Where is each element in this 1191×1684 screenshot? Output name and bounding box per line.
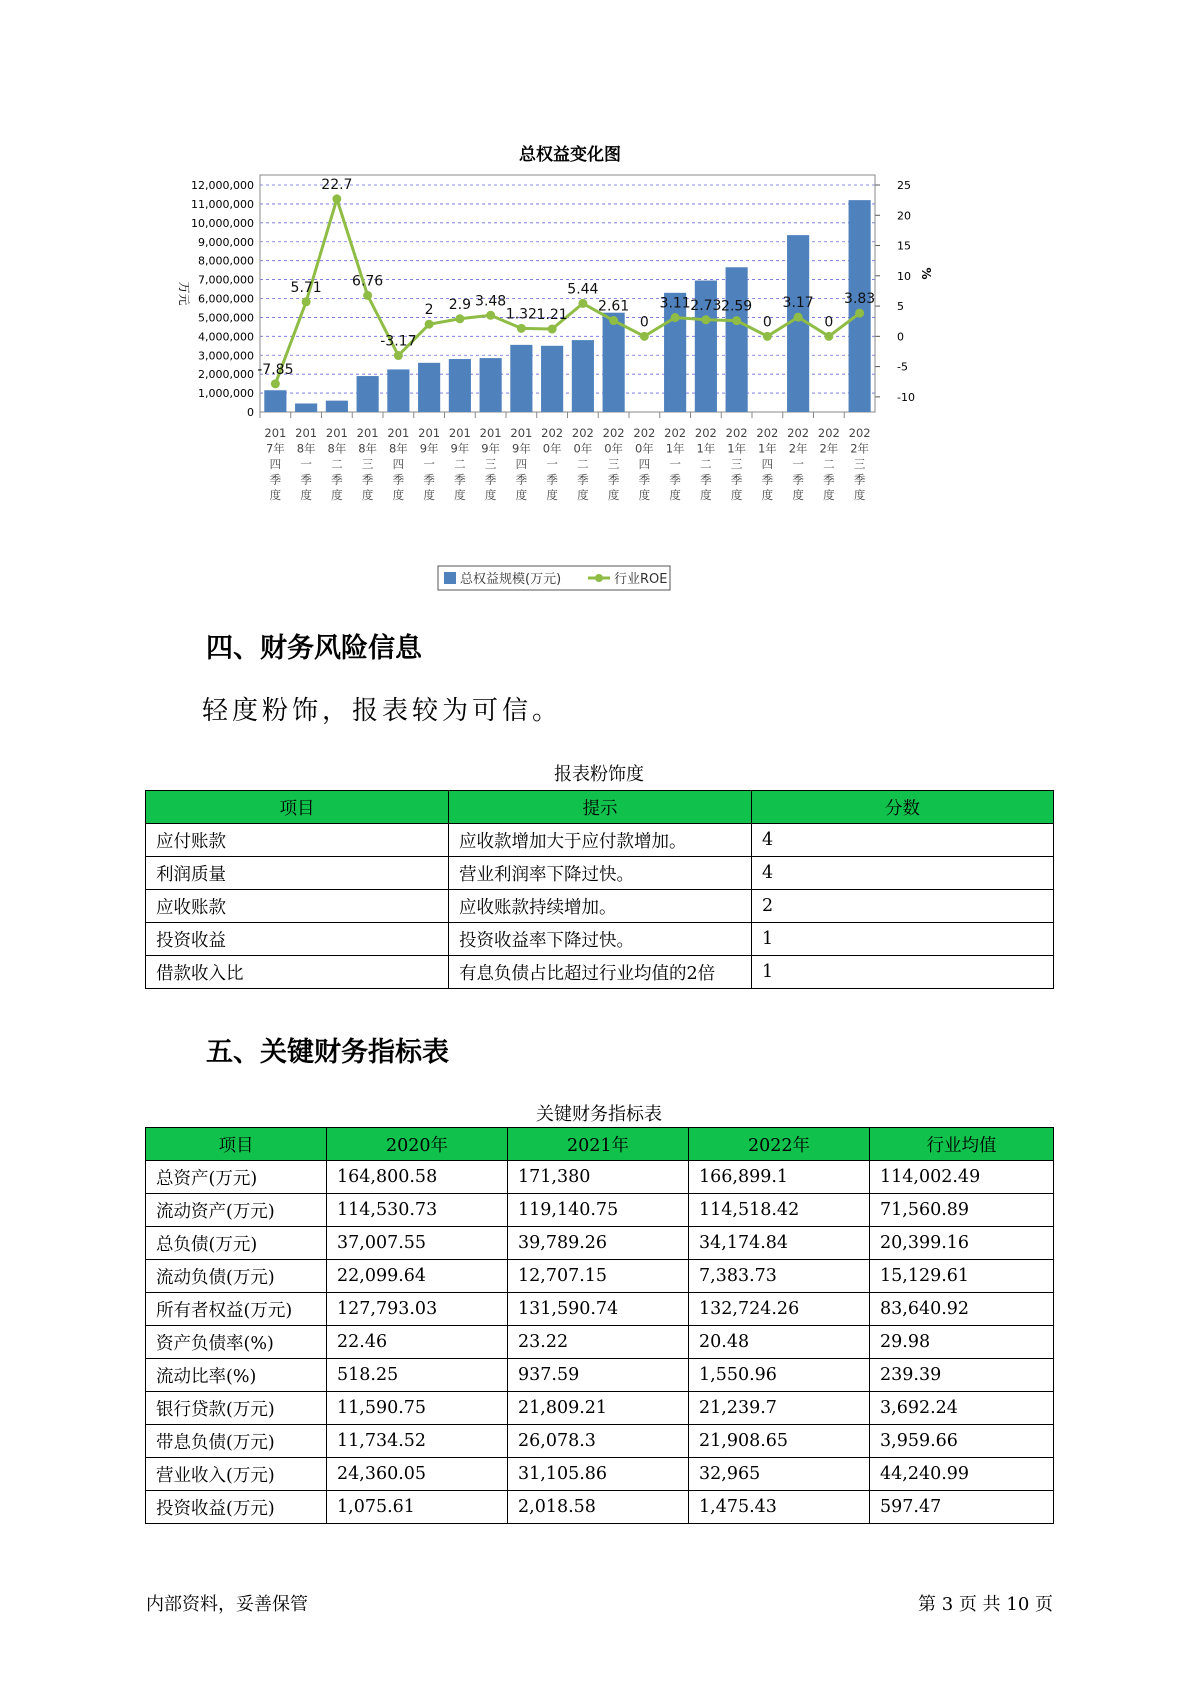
risk-table-cell: 4	[752, 824, 1054, 857]
x-tick-label: 201	[387, 426, 410, 440]
indicator-table-row	[146, 1194, 1054, 1227]
chart-canvas	[170, 170, 970, 610]
indicator-table-cell: 流动资产(万元)	[146, 1194, 327, 1227]
roe-point	[701, 315, 710, 324]
y-right-tick-label: 5	[897, 300, 904, 314]
risk-table-header-cell: 提示	[449, 791, 752, 824]
x-tick-label: 三	[361, 457, 374, 471]
x-tick-label: 季	[269, 472, 282, 487]
indicator-table-cell: 流动比率(%)	[146, 1359, 327, 1392]
indicator-table-cell: 总负债(万元)	[146, 1227, 327, 1260]
indicator-table-cell: 所有者权益(万元)	[146, 1293, 327, 1326]
x-tick-label: 9年	[450, 441, 470, 456]
roe-point	[486, 311, 495, 320]
indicator-table-cell: 31,105.86	[508, 1458, 689, 1491]
x-tick-label: 季	[607, 472, 620, 487]
x-tick-label: 201	[295, 426, 318, 440]
risk-table	[145, 790, 1054, 989]
x-tick-label: 度	[300, 488, 312, 502]
indicator-table-cell: 34,174.84	[689, 1227, 870, 1260]
y-right-tick-label: 15	[897, 239, 911, 253]
indicator-table-header-cell: 2020年	[327, 1128, 508, 1161]
indicator-table-cell: 164,800.58	[327, 1161, 508, 1194]
indicator-table-cell: 32,965	[689, 1458, 870, 1491]
roe-point	[394, 351, 403, 360]
risk-table-cell: 投资收益率下降过快。	[449, 923, 752, 956]
x-tick-label: 季	[484, 472, 497, 487]
indicator-table-cell: 2,018.58	[508, 1491, 689, 1524]
x-tick-label: 二	[577, 457, 589, 471]
roe-data-label: 3.83	[844, 291, 876, 308]
x-tick-label: 四	[392, 457, 405, 471]
y-left-tick-label: 1,000,000	[198, 387, 254, 401]
indicator-table-cell: 营业收入(万元)	[146, 1458, 327, 1491]
x-tick-label: 201	[510, 426, 533, 440]
risk-summary: 轻度粉饰，报表较为可信。	[202, 696, 563, 726]
risk-table-cell: 1	[752, 956, 1054, 989]
x-tick-label: 季	[361, 472, 374, 487]
y-left-tick-label: 11,000,000	[191, 197, 254, 211]
indicator-table-row	[146, 1458, 1054, 1491]
indicator-table-cell: 127,793.03	[327, 1293, 508, 1326]
indicator-table-row	[146, 1326, 1054, 1359]
indicator-table-row	[146, 1425, 1054, 1458]
x-tick-label: 9年	[419, 441, 439, 456]
x-tick-label: 201	[325, 426, 348, 440]
risk-table-cell: 2	[752, 890, 1054, 923]
equity-bar	[541, 346, 563, 412]
indicator-table-cell: 银行贷款(万元)	[146, 1392, 327, 1425]
x-tick-label: 度	[361, 488, 374, 502]
risk-table-row	[146, 857, 1054, 890]
roe-point	[794, 313, 803, 322]
indicator-table-cell: 114,530.73	[327, 1194, 508, 1227]
roe-point	[824, 332, 833, 341]
x-tick-label: 季	[392, 472, 405, 487]
y-right-axis-title: %	[919, 267, 933, 280]
indicator-table-cell: 1,550.96	[689, 1359, 870, 1392]
equity-bar	[357, 376, 379, 412]
risk-table-row	[146, 824, 1054, 857]
roe-point	[855, 309, 864, 318]
x-tick-label: 三	[730, 457, 743, 471]
roe-data-label: 6.76	[352, 273, 384, 290]
risk-table-cell: 有息负债占比超过行业均值的2倍	[449, 956, 752, 989]
x-tick-label: 四	[515, 457, 528, 471]
x-tick-label: 二	[700, 457, 712, 471]
indicator-table-cell: 20.48	[689, 1326, 870, 1359]
x-tick-label: 8年	[296, 441, 316, 456]
legend-line-marker	[595, 574, 603, 582]
roe-data-label: 3.48	[475, 293, 507, 310]
indicator-table-cell: 114,002.49	[870, 1161, 1054, 1194]
risk-table-caption: 报表粉饰度	[554, 764, 644, 785]
indicator-table-cell: 12,707.15	[508, 1260, 689, 1293]
x-tick-label: 一	[423, 457, 435, 471]
indicator-table-cell: 22.46	[327, 1326, 508, 1359]
x-tick-label: 度	[269, 488, 282, 502]
x-tick-label: 季	[730, 472, 743, 487]
risk-table-row	[146, 890, 1054, 923]
risk-table-cell: 4	[752, 857, 1054, 890]
x-tick-label: 度	[577, 488, 589, 502]
x-tick-label: 201	[448, 426, 471, 440]
roe-data-label: 22.7	[321, 176, 353, 193]
indicator-table-cell: 7,383.73	[689, 1260, 870, 1293]
y-left-tick-label: 6,000,000	[198, 292, 254, 306]
indicator-table-cell: 21,239.7	[689, 1392, 870, 1425]
x-tick-label: 度	[730, 488, 743, 502]
x-tick-label: 二	[823, 457, 835, 471]
y-left-tick-label: 2,000,000	[198, 368, 254, 382]
x-tick-label: 度	[392, 488, 405, 502]
indicator-table-cell: 937.59	[508, 1359, 689, 1392]
equity-bar	[418, 363, 440, 412]
footer-page-number: 第 3 页 共 10 页	[918, 1594, 1053, 1615]
roe-data-label: 0	[824, 314, 834, 331]
footer-confidential: 内部资料，妥善保管	[146, 1594, 308, 1615]
indicator-table-header-cell: 行业均值	[870, 1128, 1054, 1161]
legend-bar-swatch	[444, 572, 456, 584]
x-tick-label: 三	[853, 457, 866, 471]
x-tick-label: 8年	[358, 441, 378, 456]
x-tick-label: 202	[664, 426, 687, 440]
x-tick-label: 201	[479, 426, 502, 440]
x-tick-label: 季	[454, 472, 466, 487]
roe-data-label: 5.44	[567, 281, 599, 298]
roe-point	[732, 316, 741, 325]
equity-bar	[510, 345, 532, 412]
x-tick-label: 季	[669, 472, 681, 487]
y-left-tick-label: 12,000,000	[191, 179, 254, 192]
x-tick-label: 202	[571, 426, 594, 440]
x-tick-label: 二	[454, 457, 466, 471]
x-tick-label: 2年	[819, 441, 839, 456]
section5-heading: 五、关键财务指标表	[206, 1037, 449, 1068]
x-tick-label: 202	[756, 426, 779, 440]
x-tick-label: 8年	[327, 441, 347, 456]
x-tick-label: 季	[761, 472, 774, 487]
roe-point	[517, 324, 526, 333]
x-tick-label: 一	[546, 457, 558, 471]
indicator-table-cell: 239.39	[870, 1359, 1054, 1392]
indicator-table-cell: 24,360.05	[327, 1458, 508, 1491]
indicator-table-cell: 20,399.16	[870, 1227, 1054, 1260]
x-tick-label: 1年	[665, 441, 685, 456]
risk-table-cell: 利润质量	[146, 857, 449, 890]
indicator-table-row	[146, 1161, 1054, 1194]
indicator-table-cell: 3,692.24	[870, 1392, 1054, 1425]
x-tick-label: 季	[823, 472, 835, 487]
y-right-tick-label: 25	[897, 179, 911, 192]
x-tick-label: 201	[418, 426, 441, 440]
equity-bar	[480, 358, 502, 412]
roe-point	[425, 320, 434, 329]
indicator-table-cell: 1,075.61	[327, 1491, 508, 1524]
risk-table-cell: 应收账款持续增加。	[449, 890, 752, 923]
indicator-table	[145, 1127, 1054, 1524]
x-tick-label: 0年	[604, 441, 624, 456]
indicator-table-cell: 71,560.89	[870, 1194, 1054, 1227]
indicator-table-cell: 37,007.55	[327, 1227, 508, 1260]
x-tick-label: 三	[607, 457, 620, 471]
indicator-table-cell: 21,908.65	[689, 1425, 870, 1458]
roe-data-label: 1.32	[505, 306, 537, 323]
indicator-table-row	[146, 1227, 1054, 1260]
indicator-table-cell: 总资产(万元)	[146, 1161, 327, 1194]
indicator-table-row	[146, 1491, 1054, 1524]
indicator-table-cell: 资产负债率(%)	[146, 1326, 327, 1359]
x-tick-label: 度	[607, 488, 620, 502]
indicator-table-cell: 518.25	[327, 1359, 508, 1392]
x-tick-label: 一	[300, 457, 312, 471]
risk-table-cell: 借款收入比	[146, 956, 449, 989]
y-left-tick-label: 8,000,000	[198, 254, 254, 268]
indicator-table-cell: 26,078.3	[508, 1425, 689, 1458]
x-tick-label: 202	[848, 426, 871, 440]
y-left-tick-label: 10,000,000	[191, 216, 254, 230]
roe-data-label: 2	[424, 302, 434, 319]
x-tick-label: 202	[694, 426, 717, 440]
x-tick-label: 一	[792, 457, 804, 471]
x-tick-label: 季	[577, 472, 589, 487]
indicator-table-header-cell: 项目	[146, 1128, 327, 1161]
x-tick-label: 0年	[542, 441, 562, 456]
roe-data-label: 2.9	[448, 296, 472, 313]
x-tick-label: 202	[541, 426, 564, 440]
indicator-table-cell: 15,129.61	[870, 1260, 1054, 1293]
chart-title: 总权益变化图	[519, 145, 621, 165]
x-tick-label: 四	[638, 457, 651, 471]
x-tick-label: 8年	[388, 441, 408, 456]
x-tick-label: 度	[638, 488, 651, 502]
roe-data-label: 2.73	[690, 297, 722, 314]
roe-point	[763, 332, 772, 341]
y-left-tick-label: 9,000,000	[198, 235, 254, 249]
indicator-table-cell: 流动负债(万元)	[146, 1260, 327, 1293]
y-right-tick-label: 10	[897, 269, 911, 283]
indicator-table-cell: 22,099.64	[327, 1260, 508, 1293]
roe-data-label: 0	[639, 314, 649, 331]
equity-bar	[726, 267, 748, 412]
risk-table-cell: 1	[752, 923, 1054, 956]
section4-heading: 四、财务风险信息	[206, 633, 422, 664]
roe-data-label: 3.11	[659, 295, 691, 312]
risk-table-cell: 应收账款	[146, 890, 449, 923]
roe-data-label: -7.85	[257, 361, 294, 378]
equity-bar	[326, 401, 348, 412]
x-tick-label: 度	[423, 488, 435, 502]
x-tick-label: 202	[633, 426, 656, 440]
y-right-tick-label: -5	[897, 360, 908, 374]
indicator-table-cell: 11,590.75	[327, 1392, 508, 1425]
risk-table-cell: 投资收益	[146, 923, 449, 956]
risk-table-row	[146, 923, 1054, 956]
y-left-tick-label: 5,000,000	[198, 311, 254, 325]
risk-table-cell: 应付账款	[146, 824, 449, 857]
x-tick-label: 一	[669, 457, 681, 471]
indicator-table-row	[146, 1359, 1054, 1392]
indicator-table-cell: 3,959.66	[870, 1425, 1054, 1458]
roe-point	[578, 299, 587, 308]
x-tick-label: 2年	[850, 441, 870, 456]
equity-bar	[572, 340, 594, 412]
roe-data-label: 3.17	[782, 295, 814, 312]
x-tick-label: 四	[269, 457, 282, 471]
indicator-table-cell: 39,789.26	[508, 1227, 689, 1260]
indicator-table-cell: 119,140.75	[508, 1194, 689, 1227]
roe-point	[271, 379, 280, 388]
risk-table-cell: 营业利润率下降过快。	[449, 857, 752, 890]
y-left-tick-label: 4,000,000	[198, 330, 254, 344]
risk-table-header-cell: 项目	[146, 791, 449, 824]
indicator-table-cell: 21,809.21	[508, 1392, 689, 1425]
indicator-table-cell: 131,590.74	[508, 1293, 689, 1326]
x-tick-label: 度	[792, 488, 804, 502]
x-tick-label: 季	[423, 472, 435, 487]
y-right-tick-label: 20	[897, 209, 911, 223]
x-tick-label: 二	[331, 457, 343, 471]
roe-data-label: 5.71	[290, 279, 322, 296]
x-tick-label: 度	[700, 488, 712, 502]
indicator-table-cell: 29.98	[870, 1326, 1054, 1359]
x-tick-label: 9年	[481, 441, 501, 456]
x-tick-label: 季	[546, 472, 558, 487]
legend-line-label: 行业ROE	[614, 572, 668, 587]
x-tick-label: 度	[454, 488, 466, 502]
x-tick-label: 四	[761, 457, 774, 471]
indicator-table-cell: 44,240.99	[870, 1458, 1054, 1491]
roe-point	[671, 313, 680, 322]
x-tick-label: 0年	[634, 441, 654, 456]
indicator-table-cell: 132,724.26	[689, 1293, 870, 1326]
risk-table-row	[146, 956, 1054, 989]
equity-bar	[449, 359, 471, 412]
x-tick-label: 0年	[573, 441, 593, 456]
y-left-tick-label: 7,000,000	[198, 273, 254, 287]
y-right-tick-label: -10	[897, 390, 915, 404]
indicator-table-cell: 23.22	[508, 1326, 689, 1359]
roe-point	[640, 332, 649, 341]
indicator-table-cell: 带息负债(万元)	[146, 1425, 327, 1458]
indicator-table-cell: 11,734.52	[327, 1425, 508, 1458]
x-tick-label: 度	[546, 488, 558, 502]
x-tick-label: 度	[331, 488, 343, 502]
x-tick-label: 7年	[265, 441, 285, 456]
x-tick-label: 季	[331, 472, 343, 487]
roe-point	[363, 291, 372, 300]
indicator-table-row	[146, 1293, 1054, 1326]
x-tick-label: 度	[515, 488, 528, 502]
x-tick-label: 季	[792, 472, 804, 487]
x-tick-label: 季	[853, 472, 866, 487]
x-tick-label: 1年	[757, 441, 777, 456]
risk-table-cell: 应收款增加大于应付款增加。	[449, 824, 752, 857]
indicator-table-header-cell: 2021年	[508, 1128, 689, 1161]
roe-point	[609, 316, 618, 325]
x-tick-label: 度	[484, 488, 497, 502]
x-tick-label: 1年	[727, 441, 747, 456]
indicator-table-row	[146, 1260, 1054, 1293]
x-tick-label: 1年	[696, 441, 716, 456]
indicator-table-row	[146, 1392, 1054, 1425]
x-tick-label: 202	[817, 426, 840, 440]
x-tick-label: 季	[638, 472, 651, 487]
roe-point	[548, 325, 557, 334]
y-left-tick-label: 0	[247, 406, 254, 419]
y-left-axis-title: 万元	[177, 281, 191, 306]
x-tick-label: 201	[356, 426, 379, 440]
roe-point	[455, 314, 464, 323]
indicator-table-cell: 171,380	[508, 1161, 689, 1194]
x-tick-label: 三	[484, 457, 497, 471]
indicator-table-header-cell: 2022年	[689, 1128, 870, 1161]
indicator-table-cell: 投资收益(万元)	[146, 1491, 327, 1524]
roe-data-label: 0	[762, 314, 772, 331]
x-tick-label: 度	[853, 488, 866, 502]
indicator-table-cell: 1,475.43	[689, 1491, 870, 1524]
x-tick-label: 202	[602, 426, 625, 440]
y-right-tick-label: 0	[897, 330, 904, 344]
x-tick-label: 季	[700, 472, 712, 487]
x-tick-label: 202	[787, 426, 810, 440]
roe-data-label: 2.61	[598, 298, 630, 315]
roe-data-label: 1.21	[536, 307, 568, 324]
indicator-table-cell: 166,899.1	[689, 1161, 870, 1194]
roe-point	[332, 194, 341, 203]
y-left-tick-label: 3,000,000	[198, 349, 254, 363]
equity-bar	[264, 390, 286, 412]
equity-bar	[387, 369, 409, 412]
equity-bar	[603, 313, 625, 412]
indicator-table-cell: 83,640.92	[870, 1293, 1054, 1326]
roe-data-label: 2.59	[721, 298, 753, 315]
x-tick-label: 201	[264, 426, 287, 440]
risk-table-header-cell: 分数	[752, 791, 1054, 824]
roe-point	[302, 297, 311, 306]
x-tick-label: 202	[725, 426, 748, 440]
indicator-table-caption: 关键财务指标表	[536, 1104, 662, 1125]
legend-bar-label: 总权益规模(万元)	[460, 572, 562, 587]
x-tick-label: 度	[669, 488, 681, 502]
equity-chart	[170, 140, 970, 610]
x-tick-label: 度	[761, 488, 774, 502]
indicator-table-cell: 114,518.42	[689, 1194, 870, 1227]
x-tick-label: 季	[515, 472, 528, 487]
roe-data-label: -3.17	[380, 333, 417, 350]
x-tick-label: 9年	[511, 441, 531, 456]
equity-bar	[295, 403, 317, 412]
x-tick-label: 度	[823, 488, 835, 502]
x-tick-label: 2年	[788, 441, 808, 456]
indicator-table-cell: 597.47	[870, 1491, 1054, 1524]
x-tick-label: 季	[300, 472, 312, 487]
